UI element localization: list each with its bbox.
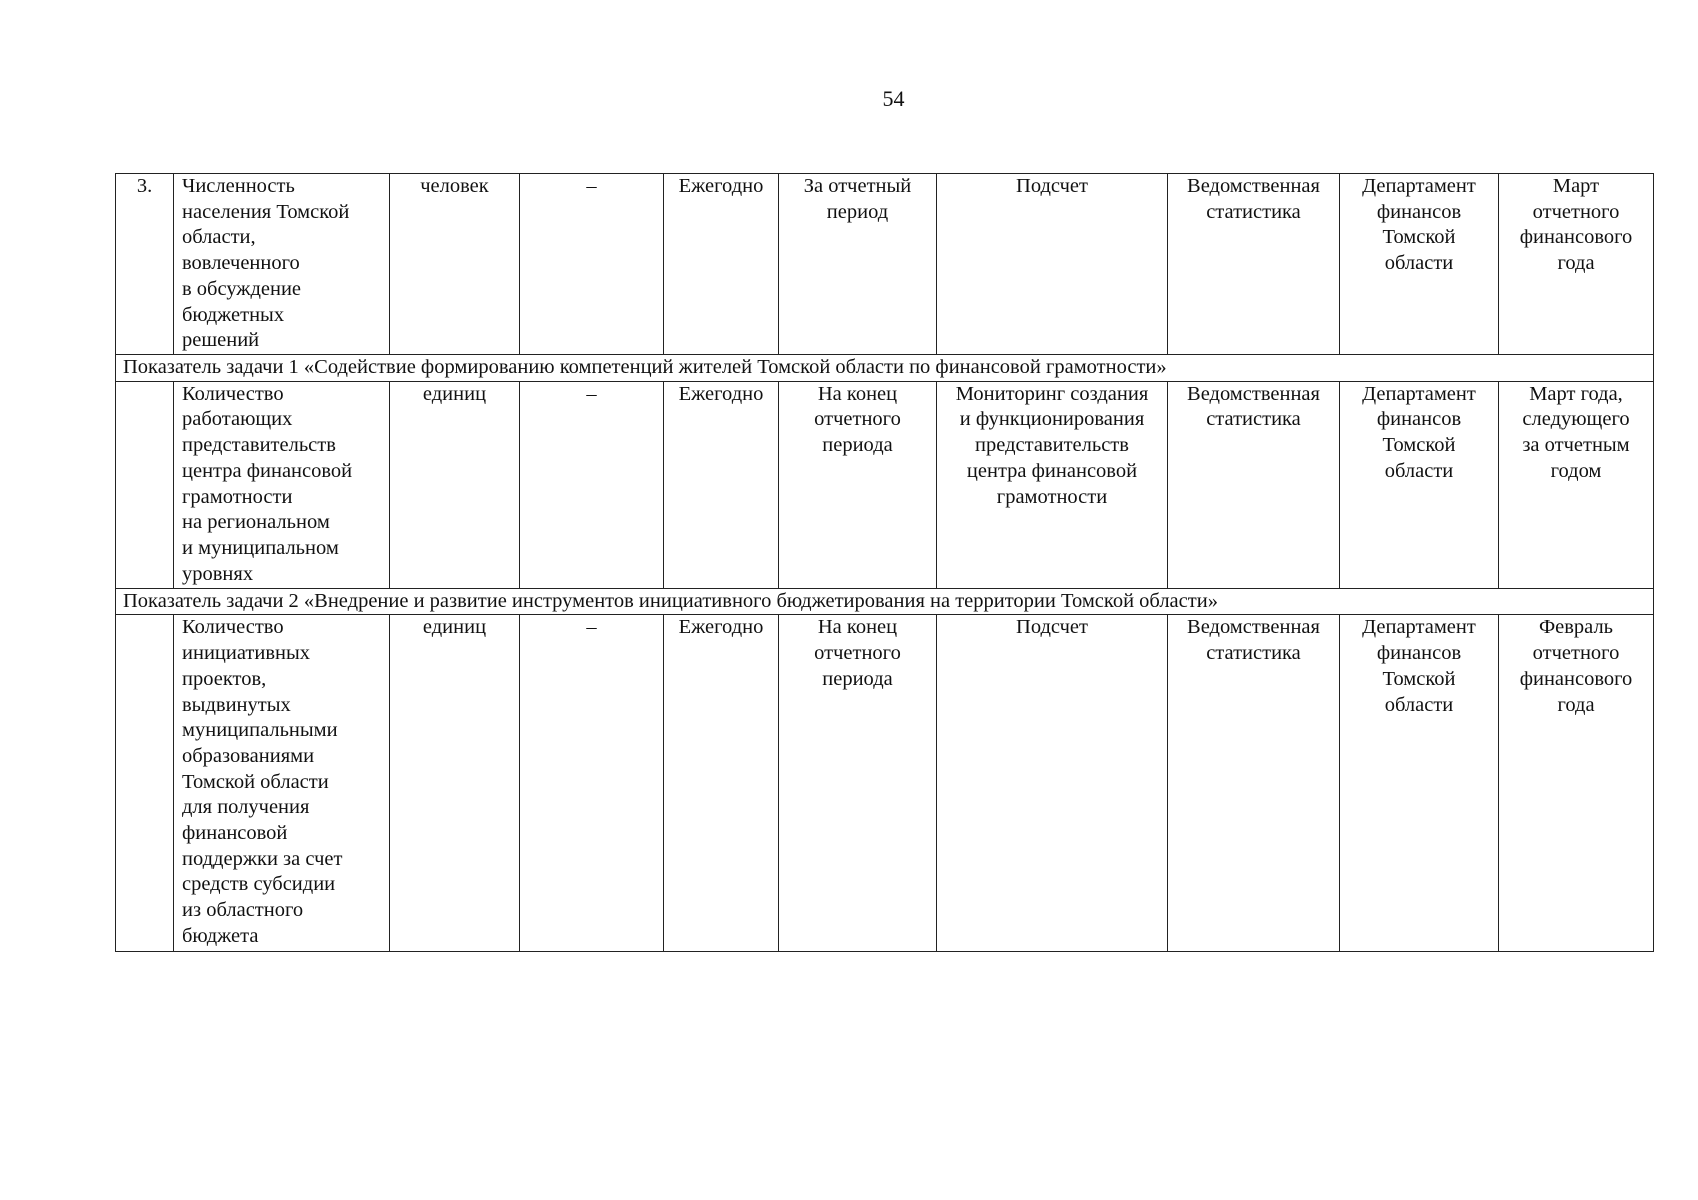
method-cell: Подсчет [937,174,1168,355]
row-number [116,381,174,588]
section-heading: Показатель задачи 2 «Внедрение и развитие инструментов инициативного бюджетирования на территории Томской области» [116,588,1654,615]
responsible-cell: Департамент финансов Томской области [1340,381,1499,588]
periodicity-cell: Ежегодно [664,615,779,952]
source-cell: Ведомственная статистика [1168,615,1340,952]
source-cell: Ведомственная статистика [1168,174,1340,355]
table-row [116,615,1654,952]
periodicity-cell: Ежегодно [664,174,779,355]
dash-cell: – [520,615,664,952]
unit-cell: единиц [390,615,520,952]
unit-cell: единиц [390,381,520,588]
time-cell: На конец отчетного периода [779,615,937,952]
section-row [116,355,1654,382]
method-cell: Мониторинг создания и функционирования представительств центра финансовой грамотности [937,381,1168,588]
indicators-table [115,173,1654,952]
periodicity-cell: Ежегодно [664,381,779,588]
responsible-cell: Департамент финансов Томской области [1340,174,1499,355]
row-number [116,615,174,952]
row-number: 3. [116,174,174,355]
time-cell: На конец отчетного периода [779,381,937,588]
responsible-cell: Департамент финансов Томской области [1340,615,1499,952]
dash-cell: – [520,381,664,588]
indicator-name: Количество работающих представительств центра финансовой грамотности на региональном и муниципальном уровнях [174,381,390,588]
section-heading: Показатель задачи 1 «Содействие формированию компетенций жителей Томской области по финансовой грамотности» [116,355,1654,382]
indicator-name: Численность населения Томской области, вовлеченного в обсуждение бюджетных решений [174,174,390,355]
table-row [116,381,1654,588]
deadline-cell: Февраль отчетного финансового года [1499,615,1654,952]
method-cell: Подсчет [937,615,1168,952]
indicator-name: Количество инициативных проектов, выдвинутых муниципальными образованиями Томской области для получения финансовой поддержки за счет средств субсидии из областного бюджета [174,615,390,952]
time-cell: За отчетный период [779,174,937,355]
deadline-cell: Март года, следующего за отчетным годом [1499,381,1654,588]
section-row [116,588,1654,615]
deadline-cell: Март отчетного финансового года [1499,174,1654,355]
dash-cell: – [520,174,664,355]
table-row [116,174,1654,355]
page-number: 54 [882,86,905,111]
source-cell: Ведомственная статистика [1168,381,1340,588]
unit-cell: человек [390,174,520,355]
